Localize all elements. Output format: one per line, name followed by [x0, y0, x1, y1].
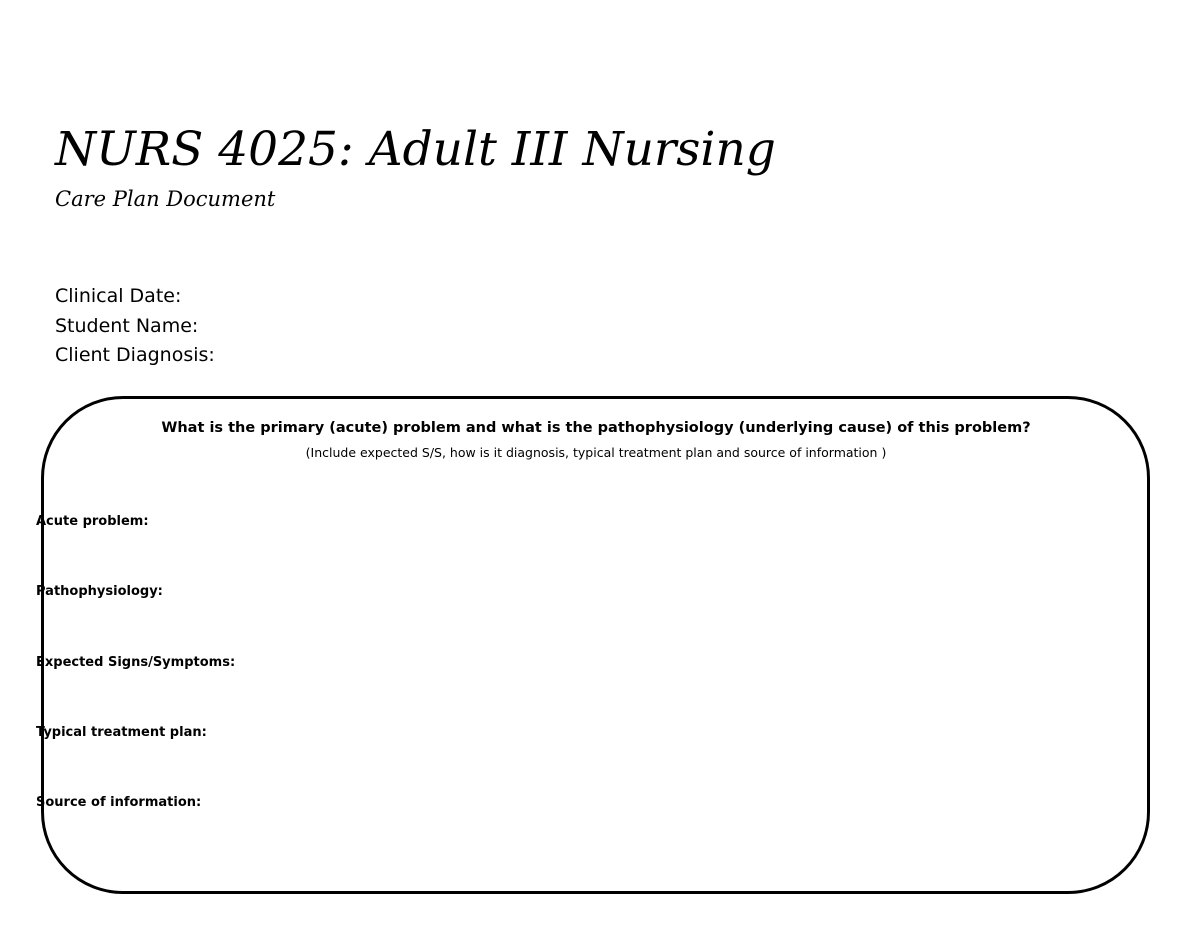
- header-fields: [55, 282, 215, 371]
- source-of-information-label: Source of information:: [36, 795, 202, 810]
- box-instruction: (Include expected S/S, how is it diagnosis, typical treatment plan and source of information ): [305, 445, 887, 460]
- box-question: What is the primary (acute) problem and what is the pathophysiology (underlying cause) of this problem?: [161, 420, 1031, 436]
- care-plan-box: [41, 396, 1150, 894]
- pathophysiology-label: Pathophysiology:: [36, 584, 163, 599]
- student-name-label: Student Name:: [55, 314, 199, 337]
- clinical-date-label: Clinical Date:: [55, 285, 182, 307]
- typical-treatment-plan-label: Typical treatment plan:: [36, 725, 207, 740]
- expected-signs-symptoms-label: Expected Signs/Symptoms:: [36, 655, 236, 670]
- client-diagnosis-label: Client Diagnosis:: [55, 344, 215, 366]
- document-title: NURS 4025: Adult III Nursing: [55, 122, 776, 177]
- document-subtitle: Care Plan Document: [55, 187, 276, 211]
- acute-problem-label: Acute problem:: [36, 514, 149, 529]
